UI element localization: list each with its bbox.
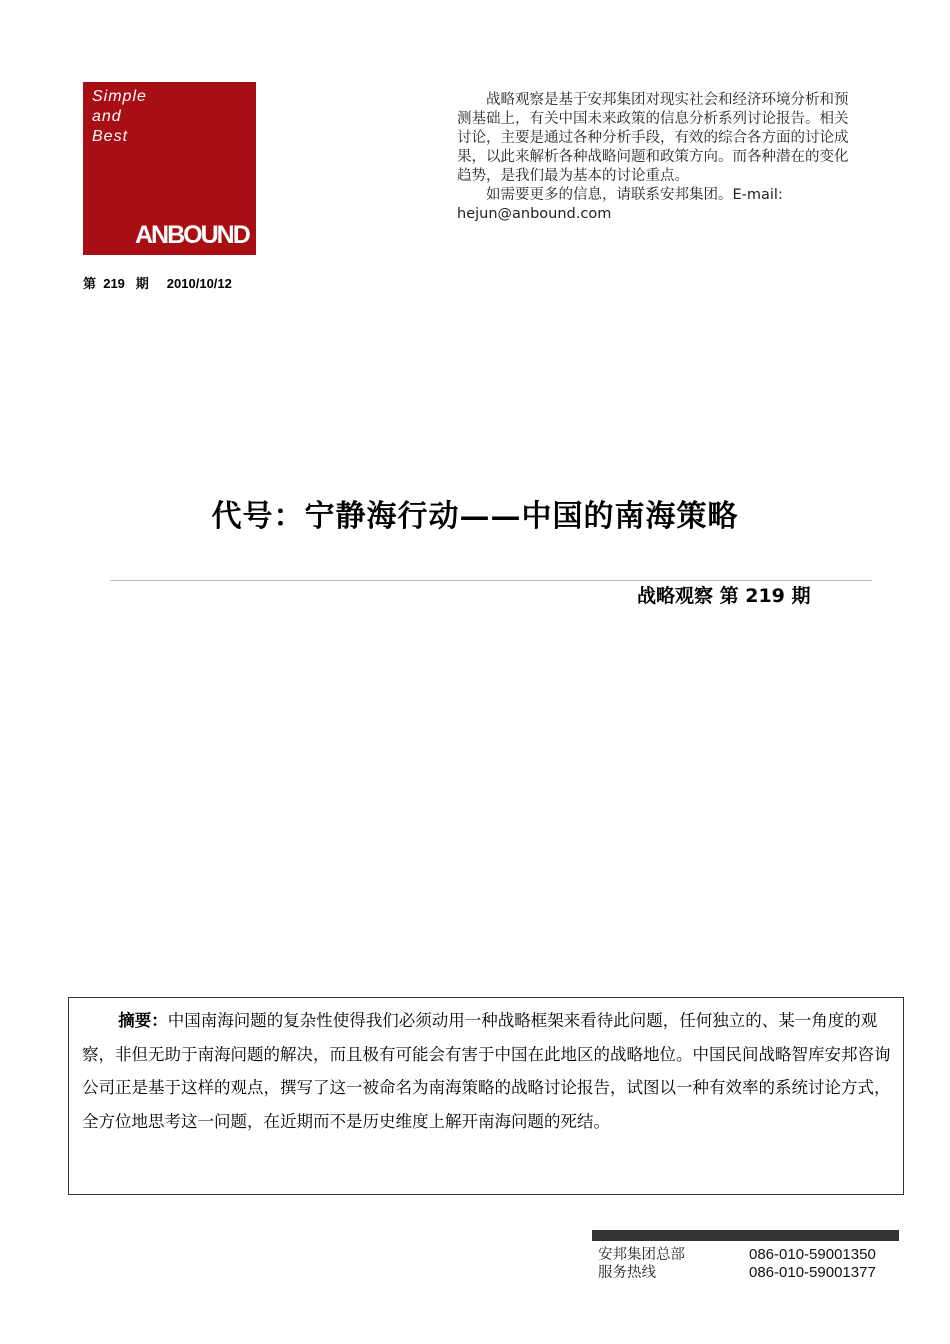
logo-tagline-line: Simple — [92, 88, 147, 105]
abstract-body: 中国南海问题的复杂性使得我们必须动用一种战略框架来看待此问题，任何独立的、某一角度的观察，非但无助于南海问题的解决，而且极有可能会有害于中国在此地区的战略地位。中国民间战略智库安邦咨询公司正是基于这样的观点，撰写了这一被命名为南海策略的战略讨论报告，试图以一种有效率的系统讨论方式，全方位地思考这一问题，在近期而不是历史维度上解开南海问题的死结。 — [82, 1011, 891, 1131]
footer-phone-2[interactable]: 086-010-59001377 — [749, 1264, 876, 1281]
footer-phone-1[interactable]: 086-010-59001350 — [749, 1246, 876, 1263]
intro-contact-paragraph: 如需要更多的信息，请联系安邦集团。E-mail: — [486, 187, 783, 203]
footer-label-hotline: 服务热线 — [598, 1265, 656, 1281]
anbound-logo — [83, 82, 256, 255]
document-title: 代号：宁静海行动——中国的南海策略 — [211, 499, 739, 534]
abstract-box — [68, 997, 904, 1195]
footer-bar — [592, 1230, 899, 1241]
logo-tagline — [92, 87, 147, 147]
abstract-label: 摘要： — [118, 1011, 168, 1030]
title-divider — [110, 580, 872, 581]
footer-phones — [749, 1246, 876, 1282]
intro-paragraph: 战略观察是基于安邦集团对现实社会和经济环境分析和预测基础上，有关中国未来政策的信息分析系列讨论报告。相关讨论，主要是通过各种分析手段，有效的综合各方面的讨论成果，以此来解析各种战略问题和政策方向。而各种潜在的变化趋势，是我们最为基本的讨论重点。 — [457, 92, 849, 184]
logo-tagline-line: Best — [92, 128, 129, 145]
abstract-paragraph — [82, 1004, 894, 1138]
series-label: 战略观察 第 219 期 — [637, 585, 811, 607]
issue-number-date: 第 219 期 2010/10/12 — [83, 276, 232, 291]
logo-brand-name: ANBOUND — [135, 221, 249, 249]
logo-tagline-line: and — [92, 108, 122, 125]
footer-labels — [598, 1246, 685, 1282]
intro-text — [457, 91, 853, 224]
contact-email-link[interactable]: hejun@anbound.com — [457, 206, 612, 222]
footer-label-hq: 安邦集团总部 — [598, 1247, 685, 1263]
